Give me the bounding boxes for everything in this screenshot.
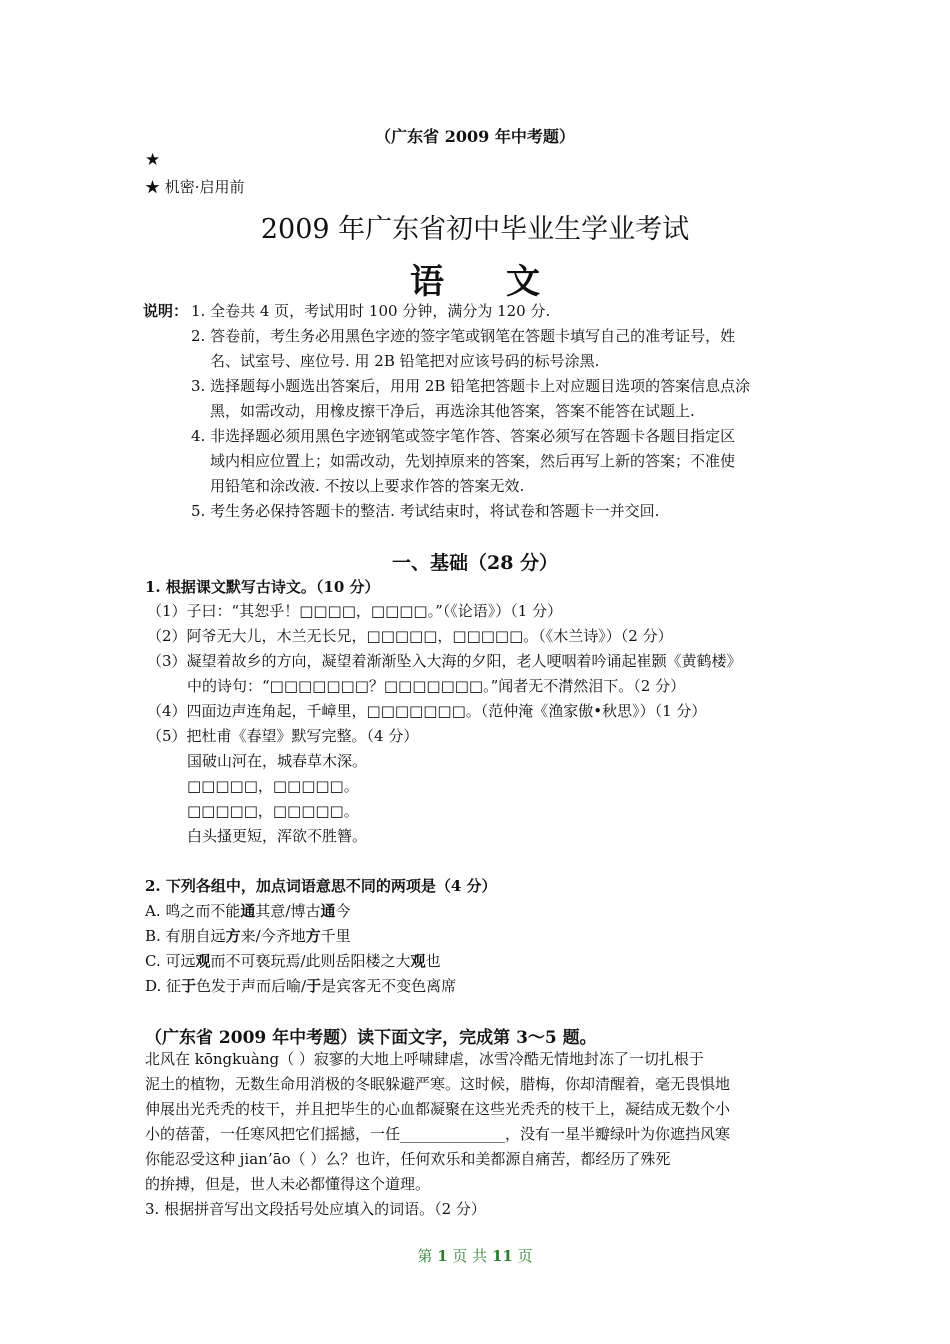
passage-line-6: 的拚搏，但是，世人未必都懂得这个道理。: [145, 1175, 431, 1193]
subject-char-1: 语: [410, 262, 444, 302]
dotted-word: 方: [225, 927, 241, 945]
q1-line-1: （1）子曰：“其恕乎！□□□□，□□□□。”（《论语》）（1 分）: [147, 602, 563, 620]
total-pages: 11: [491, 1247, 513, 1265]
instruction-3-cont: 黑，如需改动，用橡皮擦干净后，再选涂其他答案，答案不能答在试题上.: [210, 402, 695, 420]
instruction-2: 2. 答卷前，考生务必用黑色字迹的签字笔或钢笔在答题卡填写自己的准考证号，姓: [191, 327, 736, 345]
dotted-word: 观: [410, 952, 426, 970]
poem-line-4: 白头搔更短，浑欲不胜簪。: [187, 827, 368, 845]
instruction-5: 5. 考生务必保持答题卡的整洁. 考试结束时，将试卷和答题卡一并交回.: [191, 502, 660, 520]
section-title: 一、基础（28 分）: [391, 552, 559, 574]
dotted-word: 于: [181, 977, 197, 995]
q2-option-d: D. 征于色发于声而后喻/于是宾客无不变色离席: [145, 977, 457, 995]
passage-line-3: 伸展出光秃秃的枝干，并且把毕生的心血都凝聚在这些光秃秃的枝干上，凝结成无数个小: [145, 1100, 731, 1118]
instructions-label: 说明：: [143, 302, 189, 320]
star-line: ★: [145, 150, 161, 170]
q1-line-3: （3）凝望着故乡的方向，凝望着渐渐坠入大海的夕阳，老人哽咽着吟诵起崔颢《黄鹤楼》: [147, 652, 742, 670]
dotted-word: 观: [195, 952, 211, 970]
passage-line-4: 小的蓓蕾，一任寒风把它们摇撼，一任______________，没有一星半瓣绿叶为你遮挡风寒: [145, 1125, 731, 1143]
confidential-label: ★ 机密·启用前: [145, 178, 245, 196]
page-footer: 第 1 页 共 11 页: [417, 1247, 533, 1265]
q3-title: 3. 根据拼音写出文段括号处应填入的词语。（2 分）: [145, 1200, 486, 1218]
instruction-1: 1. 全卷共 4 页，考试用时 100 分钟，满分为 120 分.: [191, 302, 551, 320]
dotted-word: 于: [306, 977, 322, 995]
q2-title: 2. 下列各组中，加点词语意思不同的两项是（4 分）: [145, 877, 497, 895]
page-number: 1: [437, 1247, 448, 1265]
poem-line-1: 国破山河在，城春草木深。: [187, 752, 368, 770]
instruction-3: 3. 选择题每小题选出答案后，用用 2B 铅笔把答题卡上对应题目选项的答案信息点涂: [191, 377, 751, 395]
dotted-word: 方: [305, 927, 321, 945]
passage-intro: （广东省 2009 年中考题）读下面文字，完成第 3～5 题。: [145, 1028, 597, 1048]
dotted-word: 通: [320, 902, 336, 920]
instruction-4-cont-2: 用铅笔和涂改液. 不按以上要求作答的答案无效.: [210, 477, 525, 495]
source-title: （广东省 2009 年中考题）: [375, 127, 575, 146]
q1-line-2: （2）阿爷无大儿，木兰无长兄，□□□□□，□□□□□。（《木兰诗》）（2 分）: [147, 627, 673, 645]
instruction-2-cont: 名、试室号、座位号. 用 2B 铅笔把对应该号码的标号涂黑.: [210, 352, 600, 370]
exam-title: 2009 年广东省初中毕业生学业考试: [260, 214, 690, 245]
dotted-word: 通: [240, 902, 256, 920]
q2-option-c: C. 可远观而不可亵玩焉/此则岳阳楼之大观也: [145, 952, 441, 970]
q1-line-5: （5）把杜甫《春望》默写完整。（4 分）: [147, 727, 419, 745]
poem-line-2: □□□□□，□□□□□。: [187, 777, 359, 795]
passage-line-1: 北风在 kōngkuàng（ ）寂寥的大地上呼啸肆虐，冰雪冷酷无情地封冻了一切扎根于: [145, 1050, 704, 1068]
subject-title: [0, 254, 950, 303]
passage-line-5: 你能忍受这种 jian’āo（ ）么？也许，任何欢乐和美都源自痛苦，都经历了殊死: [145, 1150, 671, 1168]
q1-line-4: （4）四面边声连角起，千嶂里，□□□□□□□。（范仲淹《渔家傲•秋思》）（1 分）: [147, 702, 707, 720]
q2-option-b: B. 有朋自远方来/今齐地方千里: [145, 927, 351, 945]
instruction-4-cont-1: 域内相应位置上；如需改动，先划掉原来的答案，然后再写上新的答案；不准使: [210, 452, 736, 470]
poem-line-3: □□□□□，□□□□□。: [187, 802, 359, 820]
instruction-4: 4. 非选择题必须用黑色字迹钢笔或签字笔作答、答案必须写在答题卡各题目指定区: [191, 427, 736, 445]
subject-char-2: 文: [506, 262, 540, 302]
passage-line-2: 泥土的植物，无数生命用消极的冬眠躲避严寒。这时候，腊梅，你却清醒着，毫无畏惧地: [145, 1075, 731, 1093]
q1-line-3-cont: 中的诗句：“□□□□□□□？□□□□□□□。”闻者无不潸然泪下。（2 分）: [187, 677, 686, 695]
q1-title: 1. 根据课文默写古诗文。（10 分）: [145, 578, 380, 596]
q2-option-a: A. 鸣之而不能通其意/博古通今: [145, 902, 351, 920]
